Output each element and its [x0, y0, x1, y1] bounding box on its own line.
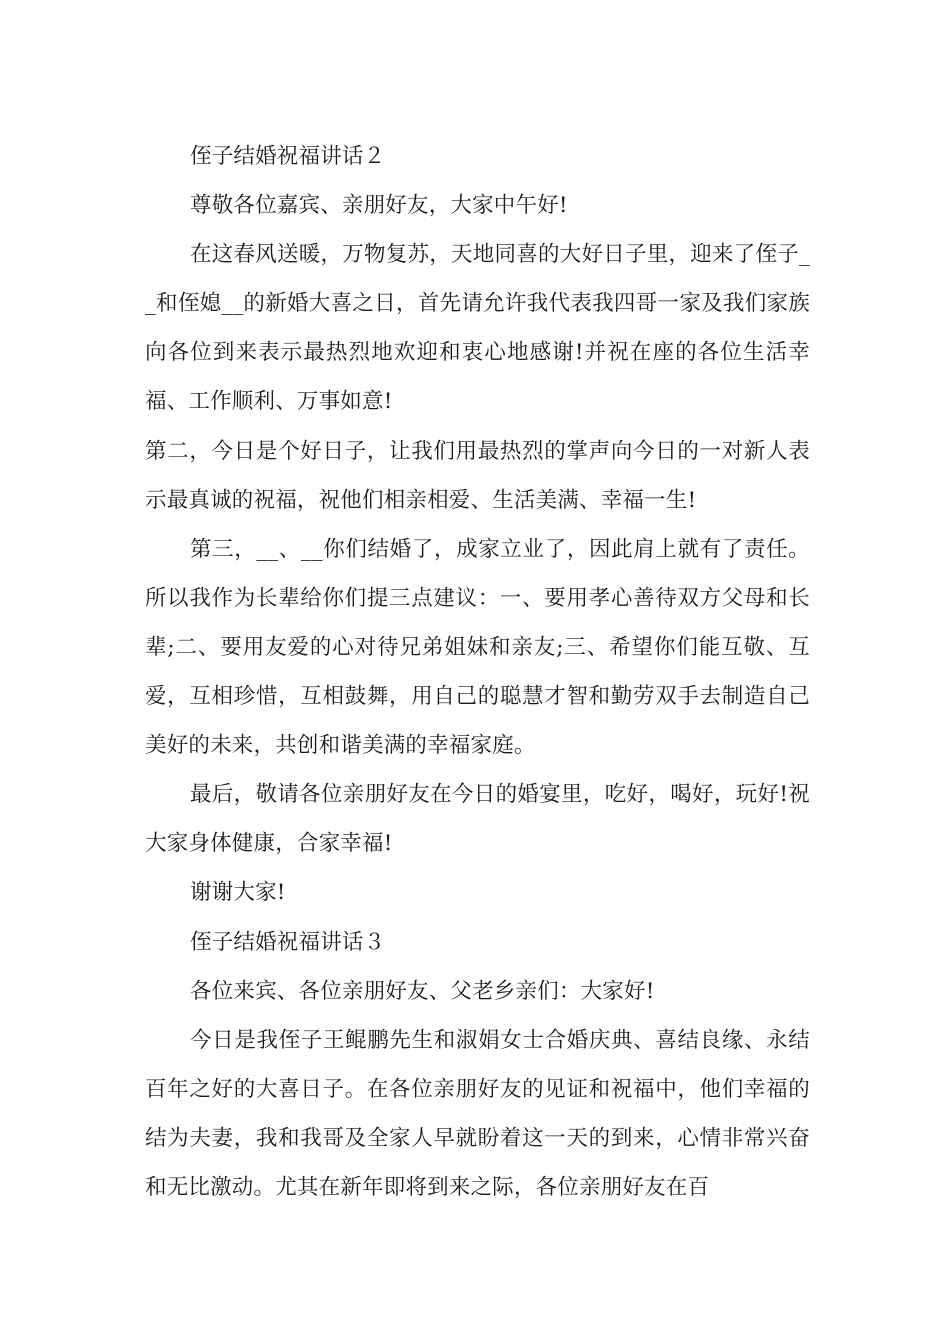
- paragraph-greeting-2: 各位来宾、各位亲朋好友、父老乡亲们：大家好!: [190, 978, 655, 1004]
- paragraph-ceremony: 今日是我侄子王鲲鹏先生和淑娟女士合婚庆典、喜结良缘、永结百年之好的大喜日子。在各位亲朋好友的见证和祝福中，他们幸福的结为夫妻，我和我哥及全家人早就盼着这一天的到来，心情非常兴奋和无比激动。尤其在新年即将到来之际，各位亲朋好友在百: [145, 1027, 810, 1200]
- paragraph-thanks: 谢谢大家!: [190, 880, 286, 906]
- paragraph-welcome: 在这春风送暖，万物复苏，天地同喜的大好日子里，迎来了侄子__和侄媳__的新婚大喜之日，首先请允许我代表我四哥一家及我们家族向各位到来表示最热烈地欢迎和衷心地感谢!并祝在座的各位生活幸福、工作顺利、万事如意!: [145, 242, 810, 415]
- paragraph-greeting: 尊敬各位嘉宾、亲朋好友，大家中午好!: [190, 193, 568, 219]
- paragraph-second: 第二，今日是个好日子，让我们用最热烈的掌声向今日的一对新人表示最真诚的祝福，祝他们相亲相爱、生活美满、幸福一生!: [145, 438, 810, 513]
- paragraph-finally: 最后，敬请各位亲朋好友在今日的婚宴里，吃好，喝好，玩好!祝大家身体健康，合家幸福!: [145, 782, 810, 857]
- paragraph-third: 第三，__、__你们结婚了，成家立业了，因此肩上就有了责任。所以我作为长辈给你们提三点建议：一、要用孝心善待双方父母和长辈;二、要用友爱的心对待兄弟姐妹和亲友;三、希望你们能互敬、互爱，互相珍惜，互相鼓舞，用自己的聪慧才智和勤劳双手去制造自己美好的未来，共创和谐美满的幸福家庭。: [145, 536, 810, 759]
- paragraph-heading-speech-2: 侄子结婚祝福讲话２: [190, 144, 386, 169]
- document-body: [145, 132, 810, 1212]
- paragraph-heading-speech-3: 侄子结婚祝福讲话３: [190, 929, 386, 955]
